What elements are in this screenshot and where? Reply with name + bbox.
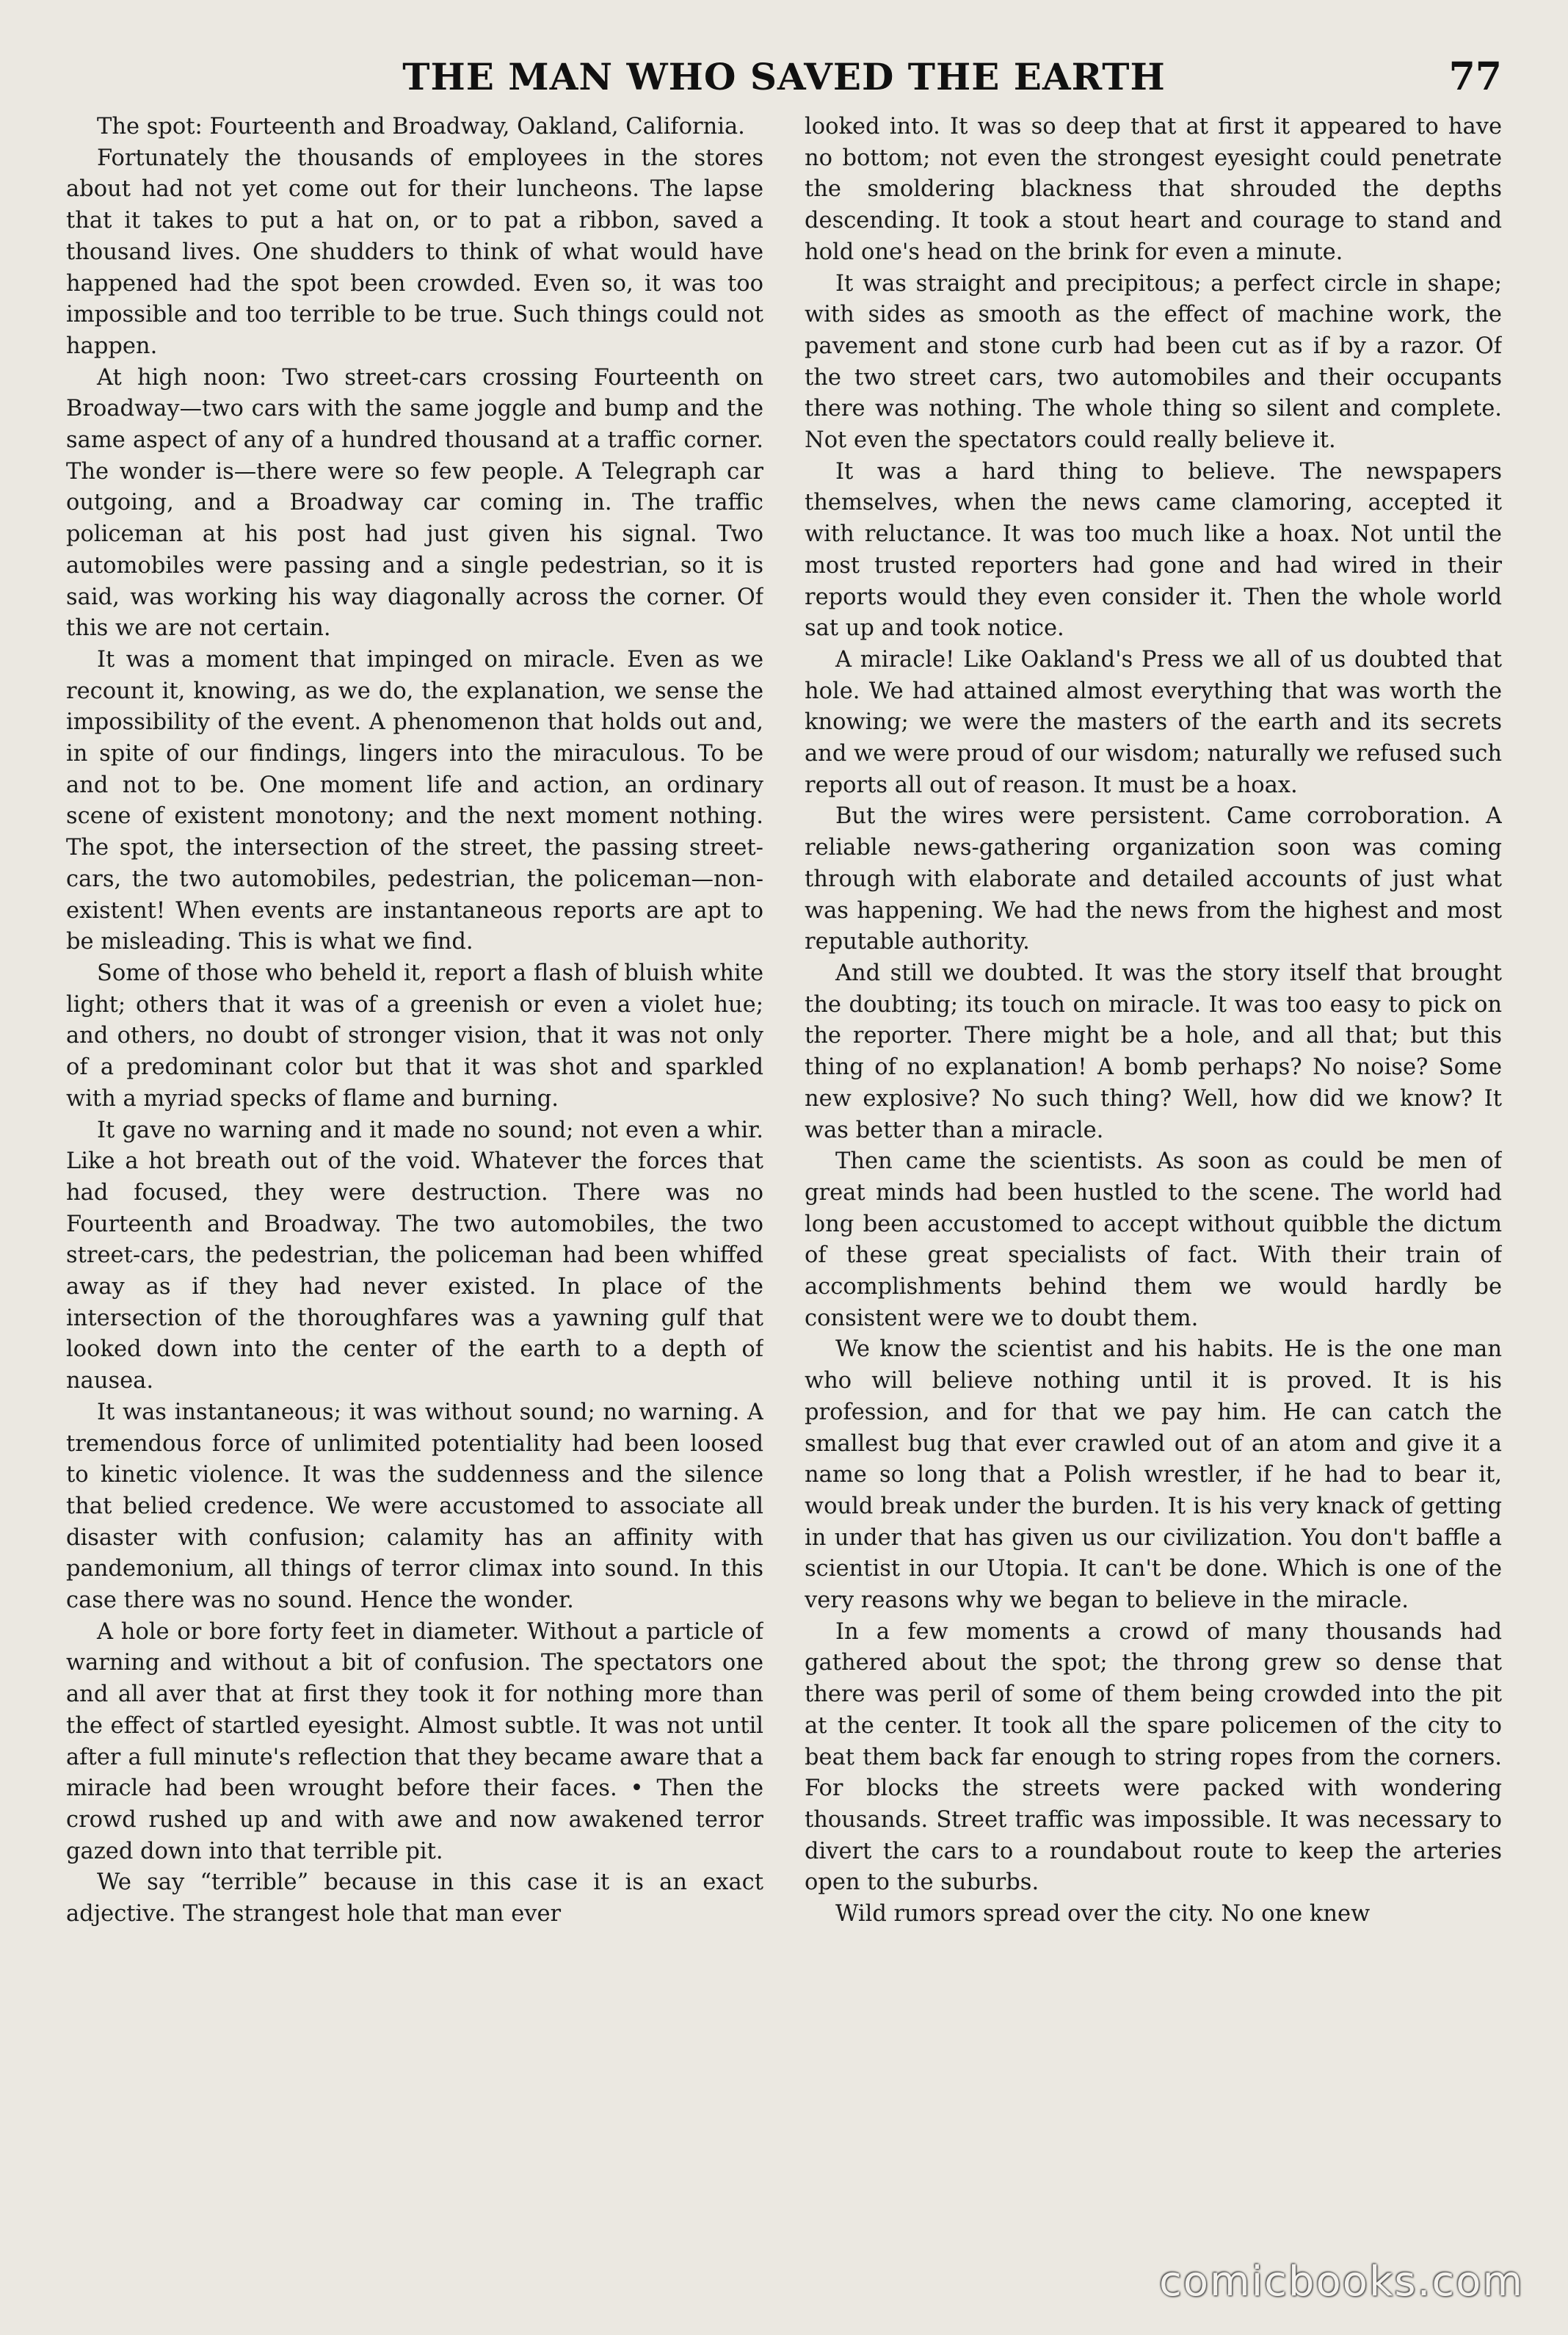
left-column bbox=[66, 112, 763, 2256]
paragraph: Then came the scientists. As soon as could be men of great minds had been hustled to the scene. The world had long been accustomed to accept without quibble the dictum of these great specialists of fact. With their train of accomplishments behind them we would hardly be consistent were we to doubt them. bbox=[805, 1148, 1502, 1331]
paragraph: But the wires were persistent. Came corroboration. A reliable news-gathering organization soon was coming through with elaborate and detailed accounts of just what was happening. We had the news from the highest and most reputable authority. bbox=[805, 803, 1502, 955]
paragraph: It was a moment that impinged on miracle. Even as we recount it, knowing, as we do, the explanation, we sense the impossibility of the event. A phenomenon that holds out and, in spite of our findings, lingers into the miraculous. To be and not to be. One moment life and action, an ordinary scene of existent monotony; and the next moment nothing. The spot, the intersection of the street, the passing street-cars, the two automobiles, pedestrian, the policeman—non-existent! When events are instantaneous reports are apt to be misleading. This is what we find. bbox=[66, 646, 763, 955]
paragraph: Fortunately the thousands of employees in the stores about had not yet come out for their luncheons. The lapse that it takes to put a hat on, or to pat a ribbon, saved a thousand lives. One shudders to think of what would have happened had the spot been crowded. Even so, it was too impossible and too terrible to be true. Such things could not happen. bbox=[66, 145, 763, 359]
page-number: 77 bbox=[1448, 54, 1502, 99]
paragraph: And still we doubted. It was the story itself that brought the doubting; its touch on miracle. It was too easy to pick on the reporter. There might be a hole, and all that; but this thing of no explanation! A bomb perhaps? No noise? Some new explosive? No such thing? Well, how did we know? It was better than a miracle. bbox=[805, 960, 1502, 1143]
paragraph-continued: looked into. It was so deep that at first it appeared to have no bottom; not even the strongest eyesight could penetrate the smoldering blackness that shrouded the depths descending. It took a stout heart and courage to stand and hold one's head on the brink for even a minute. bbox=[805, 114, 1502, 265]
watermark: comicbooks.com bbox=[1158, 2258, 1524, 2306]
paragraph: The spot: Fourteenth and Broadway, Oakland, California. bbox=[97, 114, 745, 140]
text-columns bbox=[66, 112, 1502, 2256]
paragraph: A miracle! Like Oakland's Press we all of us doubted that hole. We had attained almost everything that was worth the knowing; we were the masters of the earth and its secrets and we were proud of our wisdom; naturally we refused such reports all out of reason. It must be a hoax. bbox=[805, 646, 1502, 798]
paragraph: Wild rumors spread over the city. No one knew bbox=[835, 1901, 1371, 1927]
paragraph: It gave no warning and it made no sound; not even a whir. Like a hot breath out of the void. Whatever the forces that had focused, they were destruction. There was no Fourteenth and Broadway. The two automobiles, the two street-cars, the pedestrian, the policeman had been whiffed away as if they had never existed. In place of the intersection of the thoroughfares was a yawning gulf that looked down into the center of the earth to a depth of nausea. bbox=[66, 1117, 763, 1394]
paragraph: A hole or bore forty feet in diameter. Without a particle of warning and without a bit of confusion. The spectators one and all aver that at first they took it for nothing more than the effect of startled eyesight. Almost subtle. It was not until after a full minute's reflection that they became aware that a miracle had been wrought before their faces. • Then the crowd rushed up and with awe and now awakened terror gazed down into that terrible pit. bbox=[66, 1618, 763, 1864]
paragraph: It was instantaneous; it was without sound; no warning. A tremendous force of unlimited potentiality had been loosed to kinetic violence. It was the suddenness and the silence that belied credence. We were accustomed to associate all disaster with confusion; calamity has an affinity with pandemonium, all things of terror climax into sound. In this case there was no sound. Hence the wonder. bbox=[66, 1399, 763, 1614]
right-column bbox=[805, 112, 1502, 2256]
page-header bbox=[66, 51, 1502, 103]
paragraph: Some of those who beheld it, report a flash of bluish white light; others that it was of a greenish or even a violet hue; and others, no doubt of stronger vision, that it was not only of a predominant color but that it was shot and sparkled with a myriad specks of flame and burning. bbox=[66, 960, 763, 1112]
paragraph: We say “terrible” because in this case it is an exact adjective. The strangest hole that man ever bbox=[66, 1869, 763, 1927]
paragraph: At high noon: Two street-cars crossing Fourteenth on Broadway—two cars with the same joggle and bump and the same aspect of any of a hundred thousand at a traffic corner. The wonder is—there were so few people. A Telegraph car outgoing, and a Broadway car coming in. The traffic policeman at his post had just given his signal. Two automobiles were passing and a single pedestrian, so it is said, was working his way diagonally across the corner. Of this we are not certain. bbox=[66, 364, 763, 642]
running-title: THE MAN WHO SAVED THE EARTH bbox=[402, 55, 1166, 98]
paragraph: It was a hard thing to believe. The newspapers themselves, when the news came clamoring, accepted it with reluctance. It was too much like a hoax. Not until the most trusted reporters had gone and had wired in their reports would they even consider it. Then the whole world sat up and took notice. bbox=[805, 458, 1502, 642]
paragraph: We know the scientist and his habits. He is the one man who will believe nothing until it is proved. It is his profession, and for that we pay him. He can catch the smallest bug that ever crawled out of an atom and give it a name so long that a Polish wrestler, if he had to bear it, would break under the burden. It is his very knack of getting in under that has given us our civilization. You don't baffle a scientist in our Utopia. It can't be done. Which is one of the very reasons why we began to believe in the miracle. bbox=[805, 1336, 1502, 1614]
paragraph: It was straight and precipitous; a perfect circle in shape; with sides as smooth as the effect of machine work, the pavement and stone curb had been cut as if by a razor. Of the two street cars, two automobiles and their occupants there was nothing. The whole thing so silent and complete. Not even the spectators could really believe it. bbox=[805, 270, 1502, 454]
paragraph: In a few moments a crowd of many thousands had gathered about the spot; the throng grew so dense that there was peril of some of them being crowded into the pit at the center. It took all the spare policemen of the city to beat them back far enough to string ropes from the corners. For blocks the streets were packed with wondering thousands. Street traffic was impossible. It was necessary to divert the cars to a roundabout route to keep the arteries open to the suburbs. bbox=[805, 1618, 1502, 1896]
